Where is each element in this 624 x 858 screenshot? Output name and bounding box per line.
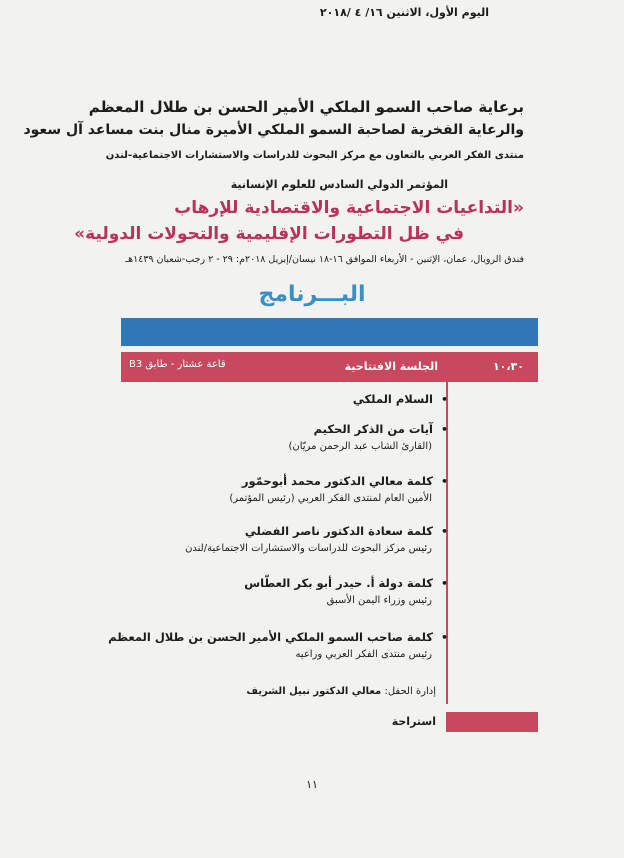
bullet-icon: • <box>440 631 448 644</box>
session-name: الجلسة الافتتاحية <box>344 360 438 373</box>
bullet-icon: • <box>440 525 448 538</box>
program-item <box>108 626 448 660</box>
program-item <box>185 520 448 554</box>
program-item <box>229 470 448 504</box>
moderator-line <box>246 686 436 697</box>
item-subtitle: رئيس منتدى الفكر العربي وراعيه <box>295 649 432 660</box>
bullet-icon: • <box>440 577 448 590</box>
day-title: اليوم الأول، الاثنين ١٦/ ٤ /٢٠١٨ <box>319 6 489 19</box>
patronage-line: برعاية صاحب السمو الملكي الأمير الحسن بن طلال المعظم <box>88 98 524 116</box>
conference-line: المؤتمر الدولي السادس للعلوم الإنسانية <box>230 178 448 191</box>
program-item <box>288 418 448 452</box>
item-title: كلمة صاحب السمو الملكي الأمير الحسن بن طلال المعظم <box>108 630 433 644</box>
day-header-bar <box>121 318 538 346</box>
break-bar <box>446 712 538 732</box>
moderator-name: معالي الدكتور نبيل الشريف <box>246 686 382 697</box>
conference-title-line2: في ظل التطورات الإقليمية والتحولات الدولية» <box>74 224 464 244</box>
item-title: كلمة سعادة الدكتور ناصر الفضلي <box>244 524 433 538</box>
conference-title-line1: «التداعيات الاجتماعية والاقتصادية للإرهاب <box>174 198 524 218</box>
item-title: كلمة معالي الدكتور محمد أبوحمّور <box>241 474 433 488</box>
item-title: السلام الملكي <box>352 392 433 406</box>
venue-line: فندق الرويال، عمان، الإثنين - الأربعاء الموافق ١٦-١٨ نيسان/إبريل ٢٠١٨م: ٢٩ - ٢ رجب-شعبان ١٤٣٩هـ <box>125 254 524 265</box>
page-number: ١١ <box>306 778 318 791</box>
item-title: كلمة دولة أ. حيدر أبو بكر العطّاس <box>244 576 433 590</box>
item-title: آيات من الذكر الحكيم <box>313 422 433 436</box>
session-room: قاعة عشتار - طابق B3 <box>129 359 226 370</box>
organizers-line: منتدى الفكر العربي بالتعاون مع مركز البحوث للدراسات والاستشارات الاجتماعية-لندن <box>105 150 524 161</box>
item-subtitle: رئيس وزراء اليمن الأسبق <box>326 595 432 606</box>
program-item <box>244 572 448 606</box>
bullet-icon: • <box>440 423 448 436</box>
item-subtitle: (القارئ الشاب عبد الرحمن مريّان) <box>288 441 432 452</box>
program-item <box>353 388 448 407</box>
item-subtitle: رئيس مركز البحوث للدراسات والاستشارات الاجتماعية/لندن <box>185 543 432 554</box>
session-header-bar <box>121 352 538 382</box>
program-heading: البـــرنامج <box>258 282 366 307</box>
break-label: استراحة <box>391 715 436 728</box>
session-time: ١٠،٣٠ <box>492 360 524 373</box>
moderator-label: إدارة الحفل: <box>384 686 436 697</box>
bullet-icon: • <box>440 475 448 488</box>
bullet-icon: • <box>440 393 448 406</box>
day-header-fill <box>121 318 538 346</box>
item-subtitle: الأمين العام لمنتدى الفكر العربي (رئيس المؤتمر) <box>229 493 432 504</box>
honorary-patronage-line: والرعاية الفخرية لصاحبة السمو الملكي الأميرة منال بنت مساعد آل سعود <box>23 122 524 138</box>
